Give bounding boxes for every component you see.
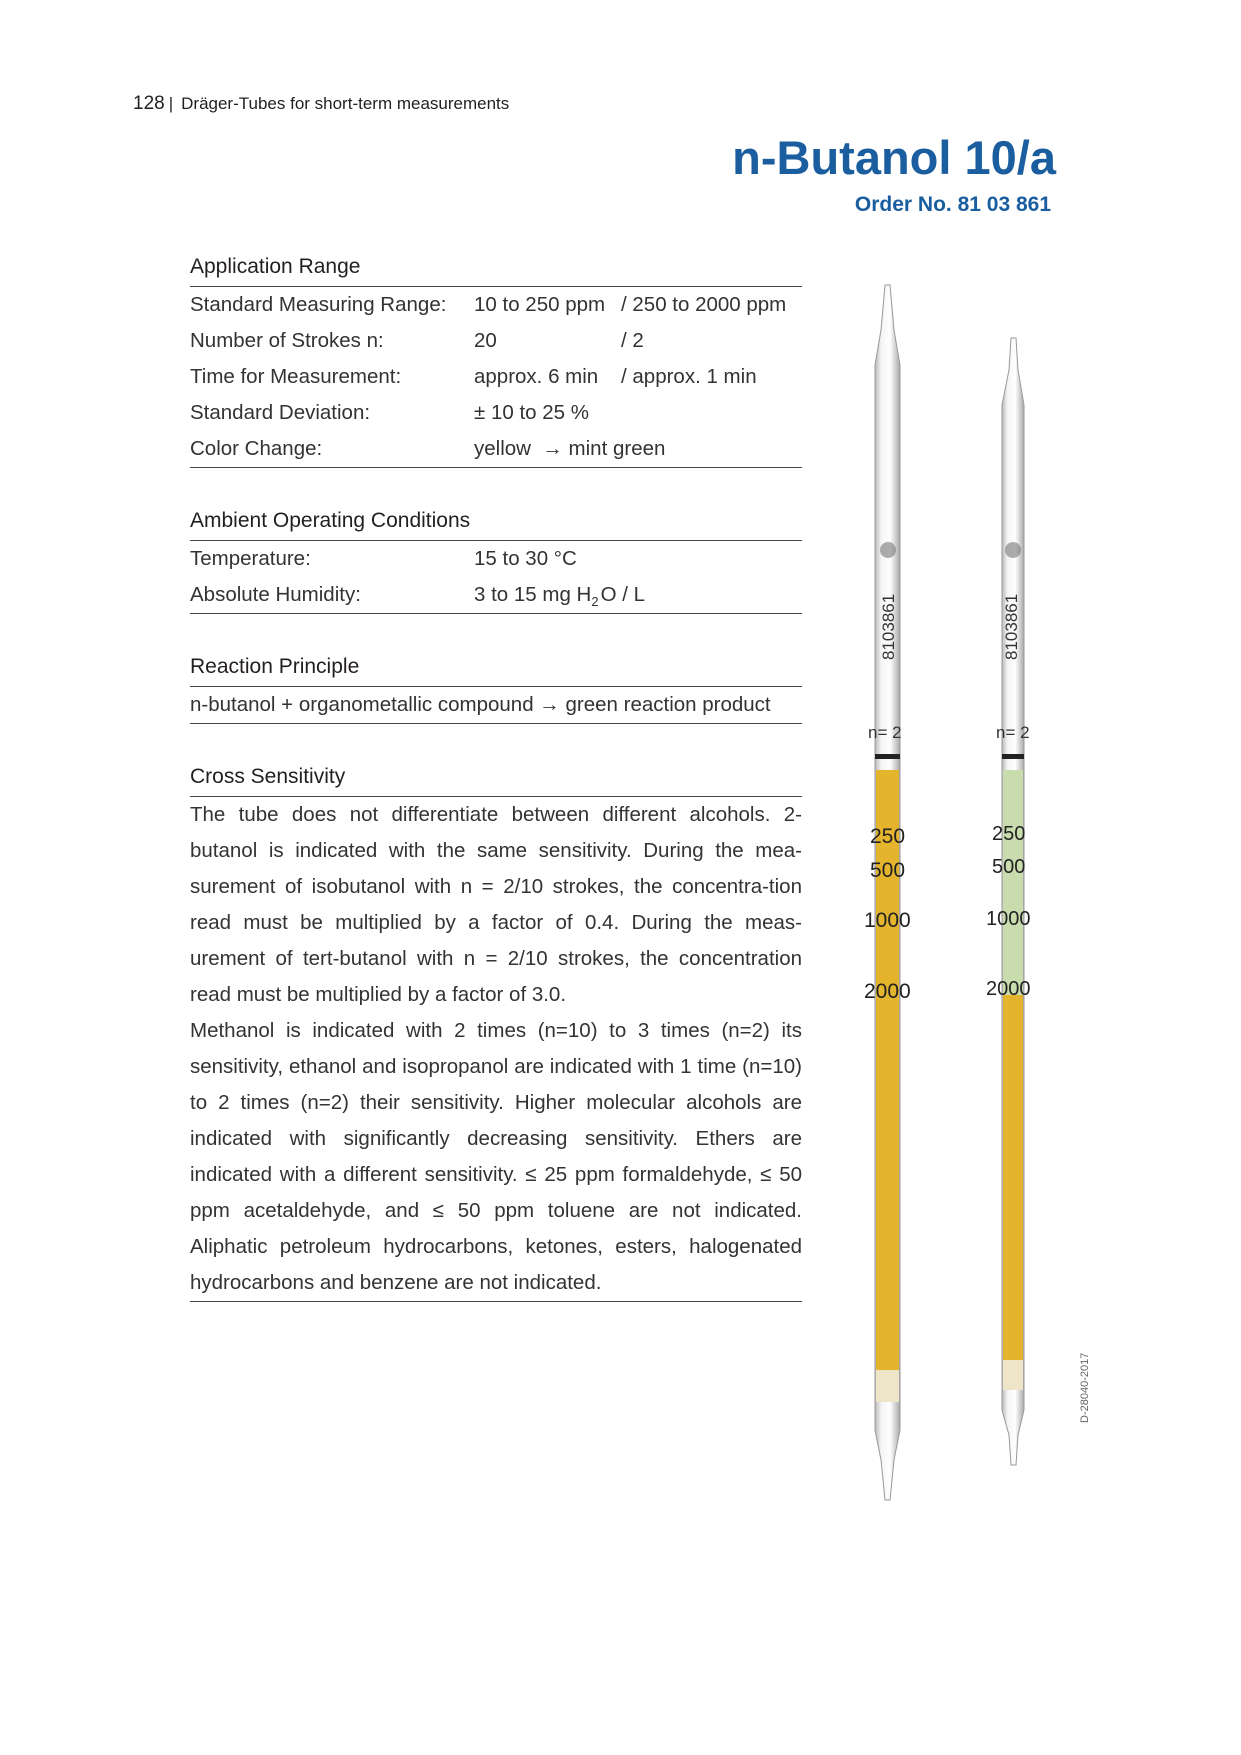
ambient-table — [190, 541, 802, 614]
spec-value-alt: / 2 — [621, 329, 644, 352]
scale-label: 500 — [870, 859, 906, 882]
tube-unused — [864, 285, 911, 1500]
spec-label: Standard Measuring Range: — [190, 293, 447, 316]
application-range-table — [190, 287, 802, 468]
spec-value: 15 to 30 °C — [474, 547, 577, 570]
cross-sensitivity-text — [190, 797, 802, 1302]
header-section: Dräger-Tubes for short-term measurements — [181, 94, 510, 113]
scale-label: 250 — [992, 823, 1026, 845]
spec-label: Temperature: — [190, 547, 311, 570]
application-range-title: Application Range — [190, 248, 802, 287]
spec-value: 10 to 250 ppm — [474, 293, 606, 316]
page-header — [133, 93, 509, 115]
spec-row — [190, 359, 802, 395]
header-separator: | — [168, 94, 174, 113]
spec-value: yellow → mint green — [474, 437, 666, 460]
cross-paragraph-2: Methanol is indicated with 2 times (n=10) to 3 times (n=2) its sensitivity, ethanol and isopropanol are indicated with 1 time (n=10) to 2 times (n=2) their sensitivity. Higher molecular alcohols are indicated with significantly decreasing sensitivity. Ethers are indicated with a different sensitivity. ≤ 25 ppm formaldehyde, ≤ 50 ppm acetaldehyde, and ≤ 50 ppm toluene are not indicated. Aliphatic petroleum hydrocarbons, ketones, esters, halogenated hydrocarbons and benzene are not indicated. — [190, 1019, 802, 1294]
scale-label: 500 — [992, 856, 1026, 878]
scale-label: 2000 — [864, 980, 911, 1003]
tube-used — [986, 338, 1031, 1465]
spec-label: Absolute Humidity: — [190, 583, 361, 606]
spec-value: ± 10 to 25 % — [474, 401, 589, 424]
scale-label: 1000 — [864, 909, 911, 932]
stroke-marking: n= 2 — [996, 723, 1030, 742]
scale-label: 1000 — [986, 908, 1031, 930]
spec-value-alt: / 250 to 2000 ppm — [621, 293, 787, 316]
order-number: Order No. 81 03 861 — [854, 193, 1051, 216]
spec-value: approx. 6 min — [474, 365, 599, 388]
cross-paragraph-1: The tube does not differentiate between different alcohols. 2-butanol is indicated with the same sensitivity. During the mea-surement of isobutanol with n = 2/10 strokes, the concentra-tion read must be multiplied by a factor of 0.4. During the meas-urement of tert-butanol with n = 2/10 strokes, the concentration read must be multiplied by a factor of 3.0. — [190, 803, 802, 1006]
photo-credit: D-28040-2017 — [1079, 1352, 1091, 1423]
spec-row — [190, 577, 802, 613]
reaction-block — [190, 687, 802, 724]
scale-label: 250 — [870, 825, 906, 848]
tube-code: 8103861 — [879, 593, 898, 660]
reaction-title: Reaction Principle — [190, 648, 802, 687]
spec-label: Color Change: — [190, 437, 323, 460]
product-title: n-Butanol 10/a — [732, 131, 1056, 184]
spec-label: Number of Strokes n: — [190, 329, 384, 352]
spec-value: 3 to 15 mg $H_2O$ / L — [474, 583, 646, 610]
spec-row — [190, 323, 802, 359]
tube-photo — [830, 270, 1070, 1520]
spec-row — [190, 287, 802, 323]
reagent-yellow — [1003, 995, 1023, 1360]
stroke-marking: n= 2 — [868, 723, 902, 742]
scale-label: 2000 — [986, 978, 1031, 1000]
page-number: 128 — [133, 93, 165, 114]
spec-label: Standard Deviation: — [190, 401, 371, 424]
cross-sensitivity-title: Cross Sensitivity — [190, 758, 802, 797]
spec-content — [190, 248, 802, 1336]
ambient-title: Ambient Operating Conditions — [190, 502, 802, 541]
spec-row — [190, 541, 802, 577]
spec-row — [190, 395, 802, 431]
spec-value-alt: / approx. 1 min — [621, 365, 757, 388]
spec-label: Time for Measurement: — [190, 365, 402, 388]
reagent-green — [1003, 770, 1023, 995]
spec-row — [190, 431, 802, 467]
reaction-text: n-butanol + organometallic compound → green reaction product — [190, 693, 771, 716]
spec-value: 20 — [474, 329, 497, 352]
tube-code: 8103861 — [1002, 593, 1021, 660]
